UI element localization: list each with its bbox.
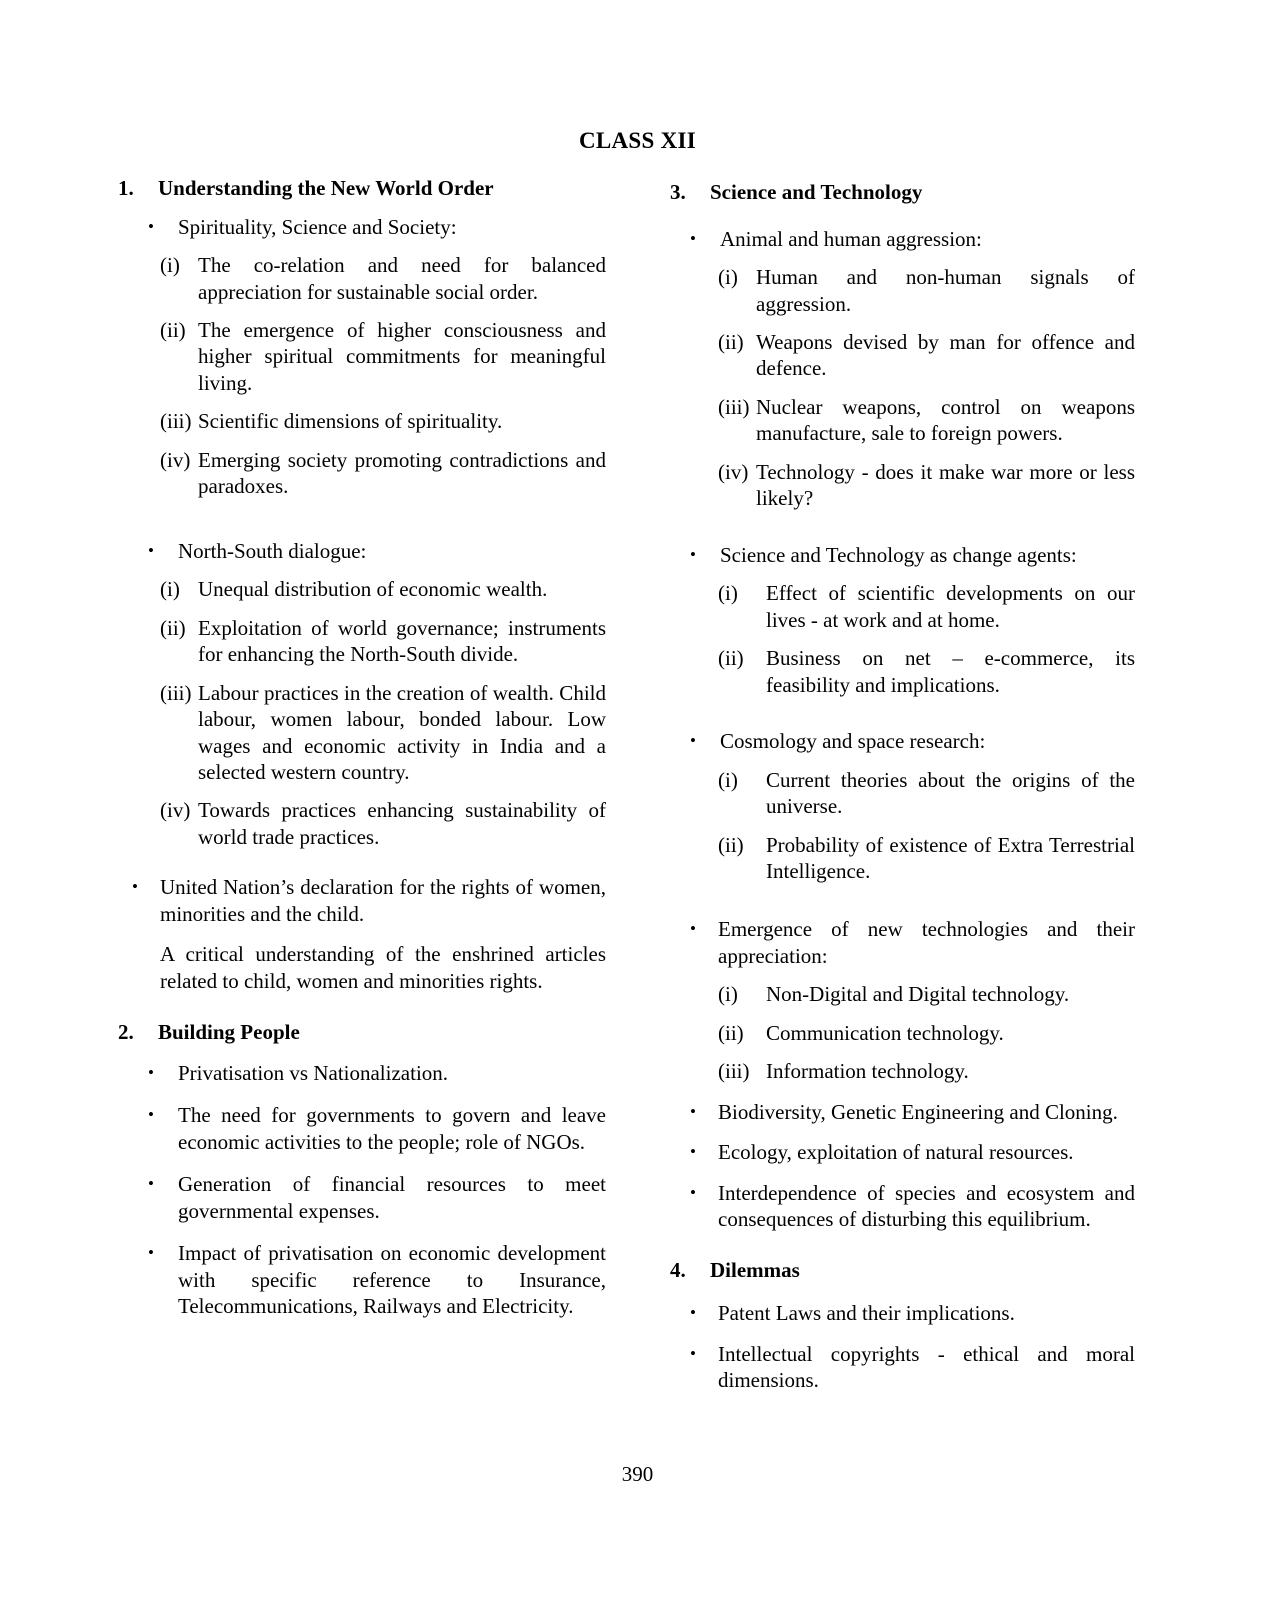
sub-list-item bbox=[160, 576, 606, 602]
sub-list-item bbox=[160, 680, 606, 786]
sub-list bbox=[160, 576, 606, 850]
sub-list-label: Nuclear weapons, control on weapons manufacture, sale to foreign powers. bbox=[756, 394, 1135, 446]
bullet-icon: • bbox=[690, 1182, 696, 1202]
spacer bbox=[670, 512, 1135, 530]
section-heading-3 bbox=[670, 180, 1135, 206]
list-item-label: Ecology, exploitation of natural resources. bbox=[718, 1140, 1074, 1165]
sub-list-label: Weapons devised by man for offence and defence. bbox=[756, 330, 1135, 381]
bullet-icon: • bbox=[148, 1105, 154, 1125]
sub-list-marker: (iii) bbox=[718, 1059, 750, 1084]
sub-list-marker: (iii) bbox=[160, 680, 192, 705]
spacer bbox=[670, 1232, 1135, 1250]
section-number: 4. bbox=[670, 1258, 686, 1283]
sub-list-item bbox=[718, 580, 1135, 633]
section-heading-2 bbox=[118, 1020, 606, 1046]
spacer bbox=[118, 994, 606, 1020]
list-item-label: Animal and human aggression: bbox=[720, 226, 982, 251]
sub-list-item bbox=[718, 1020, 1135, 1046]
list-item-label: North-South dialogue: bbox=[178, 538, 367, 563]
sub-list-marker: (ii) bbox=[718, 330, 744, 355]
list-item bbox=[148, 1102, 606, 1155]
section-title: Science and Technology bbox=[710, 180, 923, 204]
list-item-label: Patent Laws and their implications. bbox=[718, 1301, 1015, 1326]
sub-list-marker: (ii) bbox=[160, 615, 186, 640]
section-number: 3. bbox=[670, 180, 686, 204]
sub-list-item bbox=[718, 1058, 1135, 1084]
sub-list-label: Information technology. bbox=[766, 1059, 969, 1084]
sub-list-label: Exploitation of world governance; instruments for enhancing the North-South divide. bbox=[198, 615, 606, 667]
section-number: 2. bbox=[118, 1020, 134, 1045]
list-item bbox=[690, 1139, 1135, 1165]
bullet-icon: • bbox=[148, 1243, 154, 1263]
sub-list-label: Business on net – e-commerce, its feasibility and implications. bbox=[766, 646, 1135, 697]
sub-list-marker: (ii) bbox=[718, 832, 744, 857]
sub-list-item bbox=[160, 408, 606, 434]
sub-list-item bbox=[718, 767, 1135, 820]
sub-list-label: Labour practices in the creation of wealth. Child labour, women labour, bonded labour. Low wages and economic activity in India and a selected western country. bbox=[198, 680, 606, 784]
sub-list-marker: (i) bbox=[160, 577, 180, 602]
sub-list bbox=[718, 264, 1135, 512]
page-number: 390 bbox=[621, 1462, 654, 1486]
list-item-label: Cosmology and space research: bbox=[720, 729, 986, 754]
sub-list-marker: (ii) bbox=[718, 646, 744, 671]
sub-list-marker: (iv) bbox=[718, 459, 749, 484]
sub-list-marker: (i) bbox=[718, 982, 738, 1007]
sub-list-item bbox=[718, 264, 1135, 317]
bullet-icon: • bbox=[690, 1101, 696, 1121]
list-item-label: Science and Technology as change agents: bbox=[720, 542, 1077, 567]
sub-list-marker: (iv) bbox=[160, 798, 191, 823]
sub-list-label: The co-relation and need for balanced appreciation for sustainable social order. bbox=[198, 253, 606, 304]
sub-list-label: Technology - does it make war more or less likely? bbox=[756, 459, 1135, 511]
list-item bbox=[148, 1171, 606, 1224]
left-column bbox=[118, 176, 606, 1319]
sub-list-item bbox=[718, 394, 1135, 447]
sub-list-marker: (i) bbox=[718, 767, 738, 792]
section-title: Understanding the New World Order bbox=[158, 176, 494, 200]
list-item bbox=[148, 1060, 606, 1087]
list-item bbox=[690, 1341, 1135, 1394]
bullet-icon: • bbox=[690, 731, 696, 751]
sub-list-marker: (i) bbox=[718, 581, 738, 606]
list-item bbox=[148, 214, 606, 241]
list-item bbox=[690, 728, 1135, 755]
list-item-label: Interdependence of species and ecosystem and consequences of disturbing this equilibrium. bbox=[718, 1180, 1135, 1232]
sub-list bbox=[718, 981, 1135, 1084]
sub-list-label: Scientific dimensions of spirituality. bbox=[198, 409, 503, 434]
bullet-icon: • bbox=[148, 1174, 154, 1194]
section-number: 1. bbox=[118, 176, 134, 200]
section-title: Dilemmas bbox=[710, 1258, 800, 1283]
bullet-icon: • bbox=[690, 1303, 696, 1323]
list-item-label: Impact of privatisation on economic development with specific reference to Insurance, Telecommunications, Railways and Electricity. bbox=[178, 1241, 606, 1318]
list-item-label: Emergence of new technologies and their appreciation: bbox=[718, 917, 1135, 968]
sub-list-label: Towards practices enhancing sustainability of world trade practices. bbox=[198, 798, 606, 849]
list-item bbox=[690, 1180, 1135, 1233]
sub-list-item bbox=[718, 329, 1135, 382]
bullet-icon: • bbox=[690, 544, 696, 564]
sub-list bbox=[160, 252, 606, 500]
section-title: Building People bbox=[158, 1020, 300, 1045]
section-heading-4 bbox=[670, 1258, 1135, 1284]
section-paragraph: A critical understanding of the enshrined articles related to child, women and minorities rights. bbox=[160, 942, 606, 993]
list-item bbox=[132, 874, 606, 927]
bullet-icon: • bbox=[690, 1142, 696, 1162]
sub-list-marker: (iii) bbox=[718, 394, 750, 419]
sub-list-marker: (ii) bbox=[160, 318, 186, 343]
sub-list-item bbox=[160, 252, 606, 305]
list-item bbox=[690, 1099, 1135, 1125]
list-item-label: Intellectual copyrights - ethical and moral dimensions. bbox=[718, 1341, 1135, 1392]
bullet-icon: • bbox=[148, 216, 154, 236]
list-item-label: The need for governments to govern and leave economic activities to the people; role of NGOs. bbox=[178, 1103, 606, 1154]
sub-list-item bbox=[160, 615, 606, 668]
list-item-label: United Nation’s declaration for the rights of women, minorities and the child. bbox=[160, 875, 606, 926]
bullet-icon: • bbox=[148, 1062, 154, 1082]
page-title: CLASS XII bbox=[578, 128, 697, 153]
spacer bbox=[118, 850, 606, 860]
sub-list-label: Probability of existence of Extra Terrestrial Intelligence. bbox=[766, 832, 1135, 883]
list-item-label: Biodiversity, Genetic Engineering and Cloning. bbox=[718, 1099, 1118, 1124]
bullet-icon: • bbox=[690, 919, 696, 939]
sub-list-label: Emerging society promoting contradictions and paradoxes. bbox=[198, 447, 606, 499]
list-item bbox=[690, 916, 1135, 969]
sub-list-item bbox=[160, 447, 606, 500]
bullet-icon: • bbox=[690, 1343, 696, 1363]
spacer bbox=[670, 698, 1135, 716]
right-column bbox=[670, 180, 1135, 1393]
list-item bbox=[690, 542, 1135, 569]
list-item bbox=[690, 1300, 1135, 1326]
sub-list-marker: (i) bbox=[160, 253, 180, 278]
bullet-icon: • bbox=[148, 540, 154, 560]
sub-list-label: Unequal distribution of economic wealth. bbox=[198, 577, 548, 602]
list-item-label: Generation of financial resources to meet governmental expenses. bbox=[178, 1172, 606, 1223]
sub-list bbox=[718, 580, 1135, 698]
sub-list-label: Non-Digital and Digital technology. bbox=[766, 982, 1070, 1007]
bullet-icon: • bbox=[132, 877, 138, 897]
sub-list-item bbox=[718, 645, 1135, 698]
sub-list-item bbox=[718, 981, 1135, 1007]
sub-list-label: Human and non-human signals of aggression. bbox=[756, 265, 1135, 316]
sub-list-label: Communication technology. bbox=[766, 1020, 1004, 1045]
sub-list-marker: (i) bbox=[718, 265, 738, 290]
sub-list-item bbox=[718, 459, 1135, 512]
spacer bbox=[118, 500, 606, 526]
section-heading-1 bbox=[118, 176, 606, 202]
list-item bbox=[148, 538, 606, 565]
list-item-label: Spirituality, Science and Society: bbox=[178, 214, 457, 239]
spacer bbox=[670, 884, 1135, 902]
list-item bbox=[690, 226, 1135, 253]
list-item bbox=[148, 1240, 606, 1319]
sub-list-label: Current theories about the origins of the universe. bbox=[766, 767, 1135, 819]
sub-list bbox=[718, 767, 1135, 885]
sub-list-marker: (ii) bbox=[718, 1020, 744, 1045]
bullet-icon: • bbox=[690, 228, 696, 248]
sub-list-item bbox=[160, 317, 606, 396]
sub-list-item bbox=[718, 832, 1135, 885]
sub-list-label: The emergence of higher consciousness and higher spiritual commitments for meaningful living. bbox=[198, 318, 606, 395]
list-item-label: Privatisation vs Nationalization. bbox=[178, 1060, 449, 1085]
sub-list-item bbox=[160, 797, 606, 850]
sub-list-marker: (iii) bbox=[160, 409, 192, 434]
sub-list-label: Effect of scientific developments on our lives - at work and at home. bbox=[766, 581, 1135, 632]
sub-list-marker: (iv) bbox=[160, 447, 191, 472]
